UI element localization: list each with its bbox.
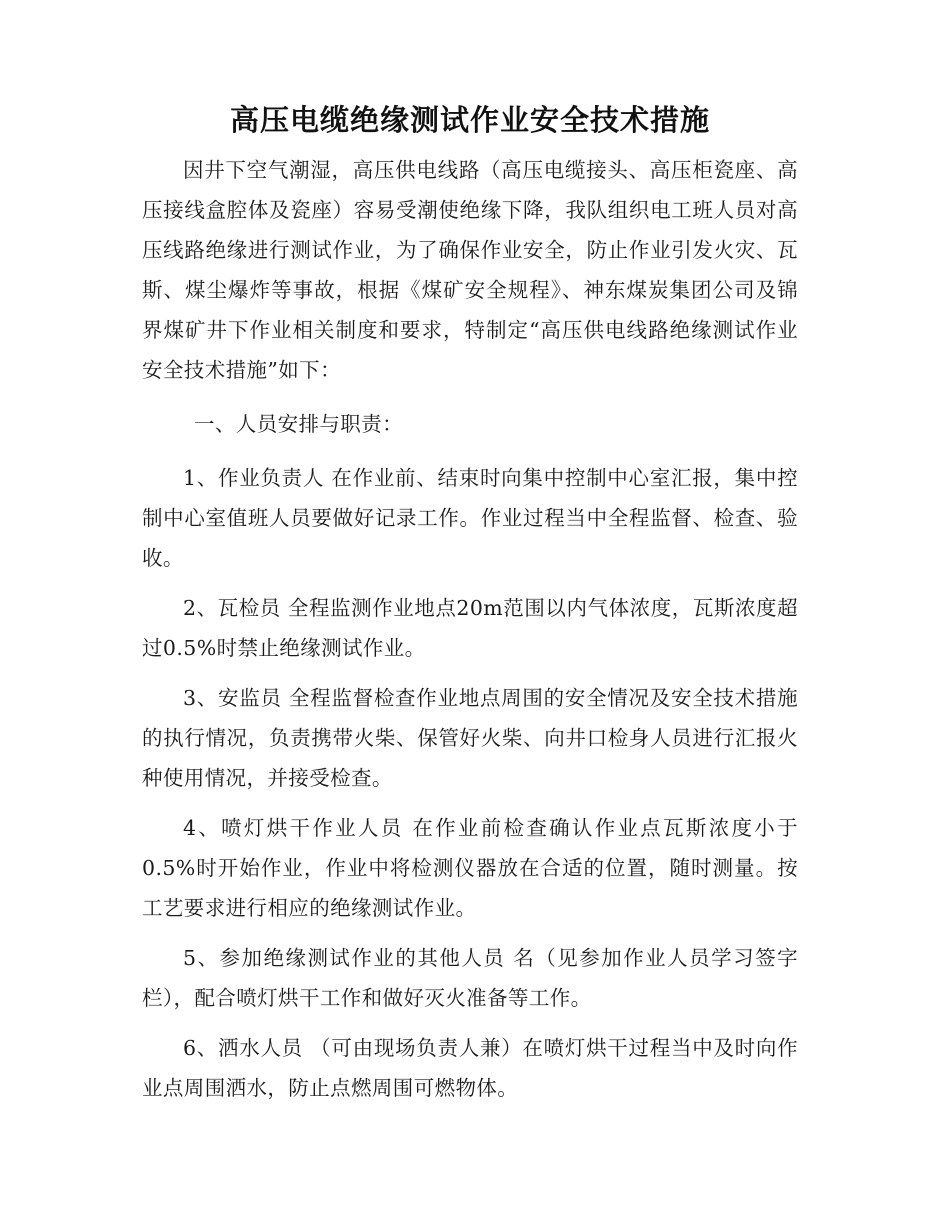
document-title: 高压电缆绝缘测试作业安全技术措施 [229, 103, 710, 137]
list-item: 2、瓦检员 全程监测作业地点20m范围以内气体浓度，瓦斯浓度超过0.5%时禁止绝缘测试作业。 [142, 596, 798, 660]
list-item: 1、作业负责人 在作业前、结束时向集中控制中心室汇报，集中控制中心室值班人员要做好记录工作。作业过程当中全程监督、检查、验收。 [142, 466, 798, 570]
section-heading-personnel: 一、人员安排与职责： [194, 412, 403, 436]
list-item: 3、安监员 全程监督检查作业地点周围的安全情况及安全技术措施的执行情况，负责携带火柴、保管好火柴、向井口检身人员进行汇报火种使用情况，并接受检查。 [142, 686, 798, 790]
document-page [142, 100, 798, 1118]
list-item: 5、参加绝缘测试作业的其他人员 名（见参加作业人员学习签字栏），配合喷灯烘干工作和做好灭火准备等工作。 [142, 946, 798, 1010]
intro-paragraph: 因井下空气潮湿，高压供电线路（高压电缆接头、高压柜瓷座、高压接线盒腔体及瓷座）容易受潮使绝缘下降，我队组织电工班人员对高压线路绝缘进行测试作业，为了确保作业安全，防止作业引发火灾、瓦斯、煤尘爆炸等事故，根据《煤矿安全规程》、神东煤炭集团公司及锦界煤矿井下作业相关制度和要求，特制定“高压供电线路绝缘测试作业安全技术措施”如下： [142, 158, 798, 382]
list-item: 4、喷灯烘干作业人员 在作业前检查确认作业点瓦斯浓度小于0.5%时开始作业，作业中将检测仪器放在合适的位置，随时测量。按工艺要求进行相应的绝缘测试作业。 [142, 816, 798, 920]
list-item: 6、洒水人员 （可由现场负责人兼）在喷灯烘干过程当中及时向作业点周围洒水，防止点燃周围可燃物体。 [142, 1036, 798, 1100]
